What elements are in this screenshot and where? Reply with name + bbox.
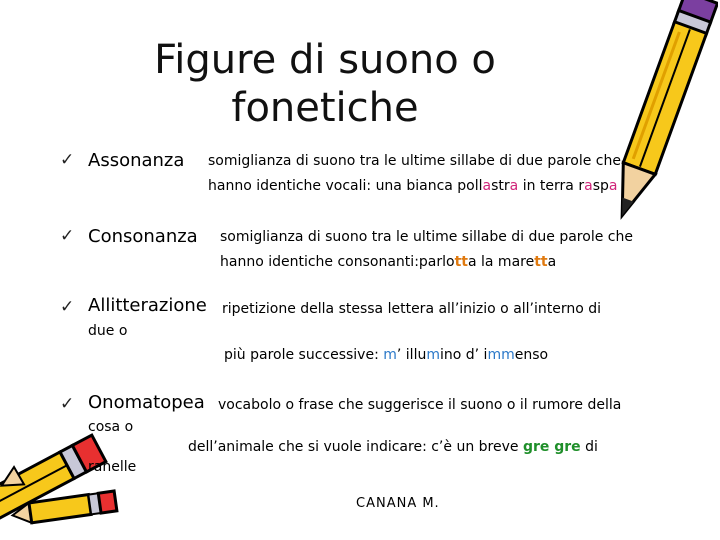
highlight-letter: m [426,347,440,363]
text-segment: hanno identiche consonanti:parlo [220,254,455,270]
highlight-vowel: a [584,178,593,194]
highlight-letter: mm [487,347,515,363]
allitterazione-description-line-1: ripetizione della stessa lettera all’inizio o all’interno di [222,301,602,317]
pencil-small-bottom-left-icon [10,478,120,538]
assonanza-description-line-2 [208,173,617,199]
highlight-vowel: a [608,178,618,194]
highlight-vowel: a [509,178,519,194]
text-segment: dell’animale che si vuole indicare: c’è un breve [188,439,523,455]
checkmark-icon: ✓ [60,297,75,317]
page-title [120,36,530,132]
consonanza-description-line-1: somiglianza di suono tra le ultime sillabe di due parole che [220,229,633,245]
term-assonanza: Assonanza [88,150,185,171]
onomatopea-description-line-2 [188,434,598,460]
onomatopea-description-line-1b: cosa o [88,419,134,435]
checkmark-icon: ✓ [60,394,75,414]
onomatopea-description-line-1: vocabolo o frase che suggerisce il suono o il rumore della [218,397,622,413]
highlight-consonant: tt [534,254,548,270]
allitterazione-description-line-2 [224,342,548,368]
text-segment: a la mare [467,254,535,270]
assonanza-description-line-1: somiglianza di suono tra le ultime sillabe di due parole che [208,153,621,169]
term-allitterazione: Allitterazione [88,295,207,316]
term-consonanza: Consonanza [88,226,198,247]
text-segment: enso [514,347,549,363]
title-line-2: fonetiche [231,85,419,131]
onomatopea-description-line-3: ranelle [88,459,137,475]
allitterazione-description-line-1b: due o [88,323,128,339]
author-signature: CANANA M. [356,496,440,511]
text-segment: più parole successive: [224,347,384,363]
title-line-1: Figure di suono o [154,37,496,83]
consonanza-description-line-2 [220,249,556,275]
highlight-onomatopoeia: gre gre [522,439,581,455]
highlight-vowel: a [482,178,492,194]
term-onomatopea: Onomatopea [88,392,205,413]
highlight-consonant: tt [454,254,468,270]
text-segment: str [491,178,510,194]
text-segment: di [580,439,598,455]
text-segment: a [547,254,557,270]
checkmark-icon: ✓ [60,226,75,246]
text-segment: in terra r [518,178,585,194]
text-segment: hanno identiche vocali: una bianca poll [208,178,483,194]
text-segment: sp [592,178,609,194]
text-segment: ino d’ i [439,347,488,363]
checkmark-icon: ✓ [60,150,75,170]
pencil-top-right-icon [598,0,718,240]
text-segment: ’ illu [396,347,427,363]
highlight-letter: m [383,347,397,363]
